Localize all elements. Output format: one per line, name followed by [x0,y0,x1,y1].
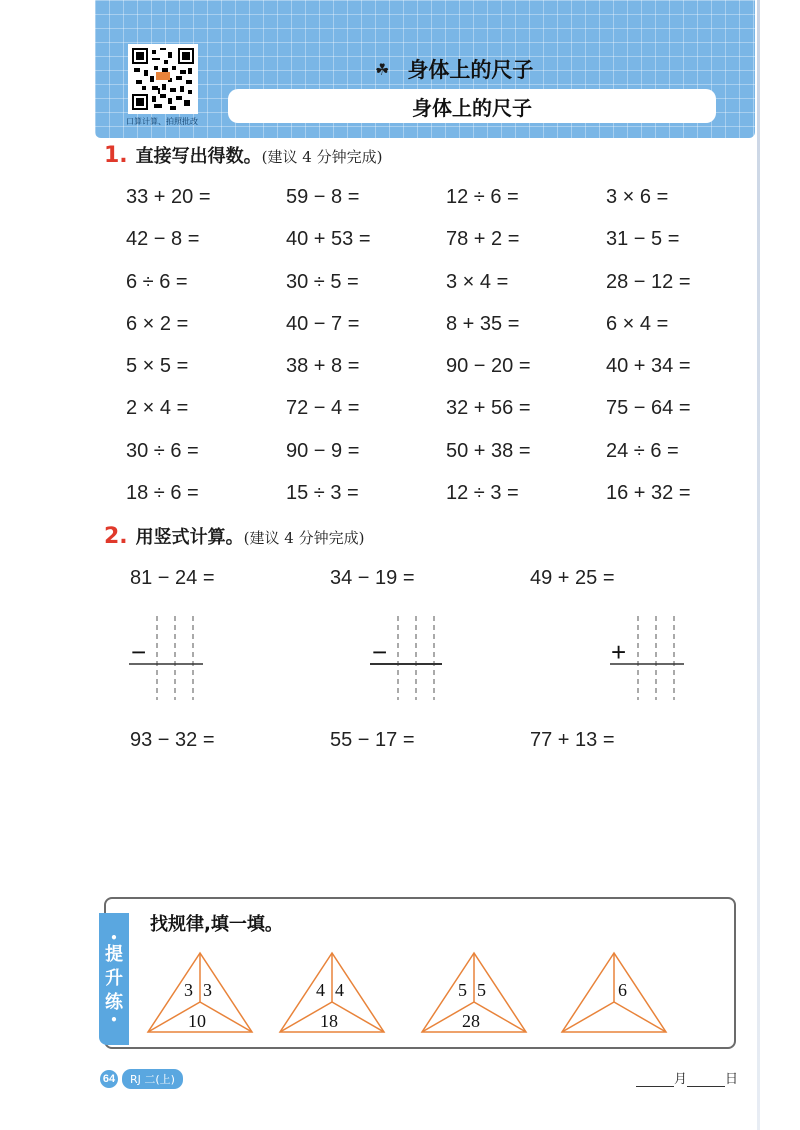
problem[interactable]: 38 + 8 = [286,355,360,378]
page-edge [757,0,760,1130]
lesson-title-text: 身体上的尺子 [407,58,534,82]
triangle-left-number: 3 [184,980,193,1000]
vertical-problem[interactable]: 55 − 17 = [330,729,415,751]
qr-code[interactable] [128,44,198,114]
problem[interactable]: 90 − 9 = [286,439,360,462]
problem[interactable]: 30 ÷ 6 = [126,439,199,462]
day-label: 日 [725,1072,739,1087]
triangle-right-number: 3 [203,980,212,1000]
problem[interactable]: 33 + 20 = [126,186,211,208]
grade-label: RJ 二(上) [122,1069,183,1089]
triangle-left-number: 5 [458,980,467,1000]
problem[interactable]: 59 − 8 = [286,186,360,208]
bonus-title: 找规律,填一填。 [150,914,283,935]
problem[interactable]: 90 − 20 = [446,355,531,378]
triangle-right-number: 5 [477,980,486,1000]
vertical-problem[interactable]: 77 + 13 = [530,729,615,751]
problem[interactable]: 78 + 2 = [446,228,520,251]
clover-icon: ☘ [375,59,390,79]
problem[interactable]: 6 × 2 = [126,312,189,335]
problem[interactable]: 32 + 56 = [446,397,531,420]
bonus-tab-char: 练 [105,992,123,1013]
problem[interactable]: 6 ÷ 6 = [126,270,188,293]
lesson-title-bar [228,89,716,123]
month-blank[interactable] [636,1072,674,1087]
mental-math-grid [126,176,766,514]
vertical-problem[interactable]: 93 − 32 = [130,729,215,751]
problem[interactable]: 2 × 4 = [126,397,189,420]
vertical-problem[interactable]: 49 + 25 = [530,567,615,589]
day-blank[interactable] [687,1072,725,1087]
triangle-bottom-number: 18 [320,1011,338,1031]
section-2-heading [104,523,364,553]
problem[interactable]: 24 ÷ 6 = [606,439,679,462]
problem[interactable]: 42 − 8 = [126,228,200,251]
problem[interactable]: 8 + 35 = [446,312,520,335]
problem[interactable]: 6 × 4 = [606,312,669,335]
problem[interactable]: 30 ÷ 5 = [286,270,359,293]
bonus-tab: • 提 升 练 • [99,913,129,1045]
plus-sign: + [611,637,627,667]
vertical-problem[interactable]: 81 − 24 = [130,567,215,589]
section-2-hint: (建议 4 分钟完成) [243,529,365,547]
section-1-hint: (建议 4 分钟完成) [261,148,383,166]
problem[interactable]: 50 + 38 = [446,439,531,462]
triangle-left-number: 4 [316,980,325,1000]
section-1-title: 直接写出得数。 [135,146,262,167]
vertical-problem[interactable]: 34 − 19 = [330,567,415,589]
vertical-frame-1[interactable] [125,612,205,702]
minus-sign: − [372,637,388,667]
bonus-tab-char: 提 [105,944,123,965]
problem[interactable]: 31 − 5 = [606,228,680,251]
vertical-problems-row-1 [130,557,730,599]
problem[interactable]: 5 × 5 = [126,355,189,378]
triangle-bottom-number: 10 [188,1011,206,1031]
section-2-number: 2. [104,524,128,549]
problem[interactable]: 3 × 6 = [606,186,669,208]
section-1-number: 1. [104,143,128,168]
pattern-triangle-4[interactable] [558,950,670,1036]
problem[interactable]: 75 − 64 = [606,397,691,420]
problem[interactable]: 28 − 12 = [606,270,691,293]
problem[interactable]: 40 + 53 = [286,228,371,251]
pattern-triangle-1 [144,950,256,1036]
qr-caption: 口算计算、拍照批改 [126,117,198,126]
problem[interactable]: 18 ÷ 6 = [126,482,199,505]
problem[interactable]: 40 + 34 = [606,355,691,378]
vertical-frame-2[interactable] [368,612,448,702]
date-field[interactable] [636,1068,738,1087]
minus-sign: − [131,637,147,667]
problem[interactable]: 12 ÷ 6 = [446,186,519,208]
page-badge [100,1070,183,1088]
bonus-tab-char: 升 [105,968,123,989]
lesson-title-top [375,52,533,86]
problem[interactable]: 15 ÷ 3 = [286,482,359,505]
problem[interactable]: 16 + 32 = [606,482,691,505]
problem[interactable]: 40 − 7 = [286,312,360,335]
page-number: 64 [100,1070,118,1088]
triangle-bottom-number: 28 [462,1011,480,1031]
problem[interactable]: 3 × 4 = [446,270,509,293]
triangle-right-number: 6 [618,980,627,1000]
vertical-frame-3[interactable] [608,612,688,702]
vertical-problems-row-2 [130,719,730,761]
section-2-title: 用竖式计算。 [135,527,244,548]
pattern-triangle-3 [418,950,530,1036]
month-label: 月 [674,1072,688,1087]
problem[interactable]: 12 ÷ 3 = [446,482,519,505]
triangle-right-number: 4 [335,980,344,1000]
section-1-heading [104,142,382,172]
pattern-triangle-2 [276,950,388,1036]
problem[interactable]: 72 − 4 = [286,397,360,420]
lesson-subtitle: 身体上的尺子 [412,95,532,120]
